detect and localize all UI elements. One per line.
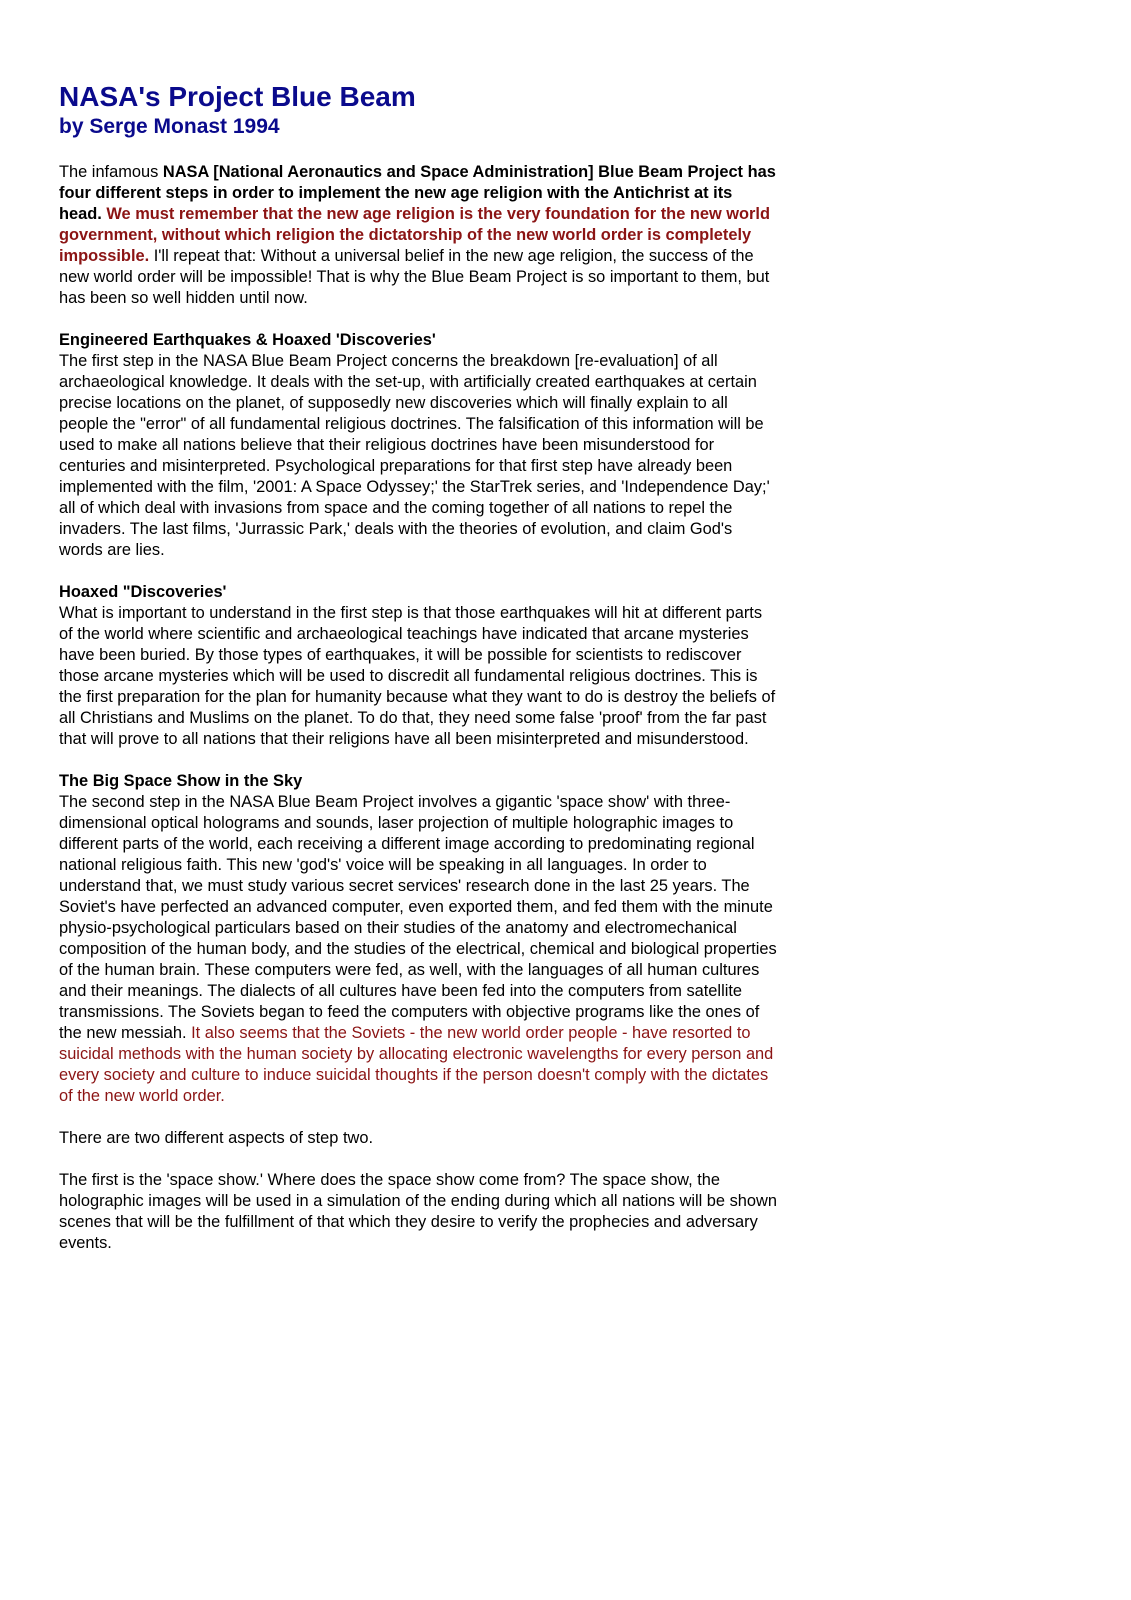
section-heading-earthquakes: Engineered Earthquakes & Hoaxed 'Discoveries'	[59, 331, 436, 349]
page-subtitle: by Serge Monast 1994	[59, 115, 280, 138]
intro-paragraph	[59, 162, 779, 309]
page-title: NASA's Project Blue Beam	[59, 81, 416, 112]
document-page	[59, 80, 779, 1275]
intro-text-1: The infamous	[59, 163, 163, 181]
section-red-space-show: It also seems that the Soviets - the new world order people - have resorted to suicidal methods with the human society by allocating electronic wavelengths for every person and every society and culture to induce suicidal thoughts if the person doesn't comply with the dictates of the new world order.	[59, 1024, 774, 1105]
intro-text-2: I'll repeat that: Without a universal belief in the new age religion, the success of the new world order will be impossible! That is why the Blue Beam Project is so important to them, but has been so well hidden until now.	[59, 247, 770, 307]
section-heading-space-show: The Big Space Show in the Sky	[59, 772, 303, 790]
section-body-earthquakes: The first step in the NASA Blue Beam Project concerns the breakdown [re-evaluation] of all archaeological knowledge. It deals with the set-up, with artificially created earthquakes at certain precise locations on the planet, of supposedly new discoveries which will finally explain to all people the "error" of all fundamental religious doctrines. The falsification of this information will be used to make all nations believe that their religious doctrines have been misunderstood for centuries and misinterpreted. Psychological preparations for that first step have already been implemented with the film, '2001: A Space Odyssey;' the StarTrek series, and 'Independence Day;' all of which deal with invasions from space and the coming together of all nations to repel the invaders. The last films, 'Jurrassic Park,' deals with the theories of evolution, and claim God's words are lies.	[59, 352, 770, 559]
section-heading-hoaxed: Hoaxed "Discoveries'	[59, 583, 227, 601]
paragraph-two-aspects: There are two different aspects of step two.	[59, 1129, 374, 1147]
section-body-space-show: The second step in the NASA Blue Beam Project involves a gigantic 'space show' with three-dimensional optical holograms and sounds, laser projection of multiple holographic images to different parts of the world, each receiving a different image according to predominating regional national religious faith. This new 'god's' voice will be speaking in all languages. In order to understand that, we must study various secret services' research done in the last 25 years. The Soviet's have perfected an advanced computer, even exported them, and fed them with the minute physio-psychological particulars based on their studies of the anatomy and electromechanical composition of the human body, and the studies of the electrical, chemical and biological properties of the human brain. These computers were fed, as well, with the languages of all human cultures and their meanings. The dialects of all cultures have been fed into the computers from satellite transmissions. The Soviets began to feed the computers with objective programs like the ones of the new messiah.	[59, 793, 777, 1042]
intro-bold: NASA [National Aeronautics and Space Administration] Blue Beam Project has four different steps in order to implement the new age religion with the Antichrist at its head.	[59, 163, 776, 223]
intro-red-emphasis: We must remember that the new age religion is the very foundation for the new world government, without which religion the dictatorship of the new world order is completely impossible.	[59, 205, 770, 265]
paragraph-space-show-first: The first is the 'space show.' Where does the space show come from? The space show, the holographic images will be used in a simulation of the ending during which all nations will be shown scenes that will be the fulfillment of that which they desire to verify the prophecies and adversary events.	[59, 1171, 777, 1252]
section-body-hoaxed: What is important to understand in the first step is that those earthquakes will hit at different parts of the world where scientific and archaeological teachings have indicated that arcane mysteries have been buried. By those types of earthquakes, it will be possible for scientists to rediscover those arcane mysteries which will be used to discredit all fundamental religious doctrines. This is the first preparation for the plan for humanity because what they want to do is destroy the beliefs of all Christians and Muslims on the planet. To do that, they need some false 'proof' from the far past that will prove to all nations that their religions have all been misinterpreted and misunderstood.	[59, 604, 776, 748]
section-hoaxed-discoveries	[59, 582, 779, 750]
section-earthquakes	[59, 330, 779, 561]
section-space-show	[59, 771, 779, 1107]
